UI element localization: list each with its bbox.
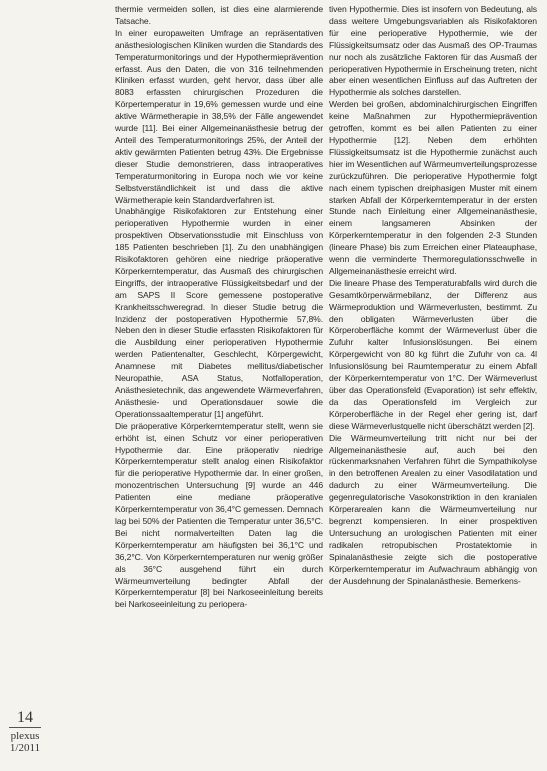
paragraph: thermie vermeiden sollen, ist dies eine alarmierende Tatsache.	[115, 4, 323, 26]
folio-divider	[9, 727, 41, 728]
paragraph: Die präoperative Körperkerntemperatur stellt, wenn sie erhöht ist, einen Schutz vor einer perioperativen Hypothermie dar. Eine präoperativ niedrige Körperkerntemperatur stellt analog einen Risikofaktor für die perioperative Hypothermie dar. In einer großen, monozentrischen Untersuchung [9] wurde an 446 Patienten eine mediane präoperative Körperkerntemperatur von 36,4°C gemessen. Demnach lag bei 50% der Patienten die Temperatur unter 36,5°C. Bei nicht normalverteilten Daten lag die Körperkerntemperatur am häufigsten bei 36,1°C und 36,2°C. Von Körperkerntemperaturen nur wenig größer als 36°C ausgehend führt ein durch Wärmeumverteilung bedingter Abfall der Körperkerntemperatur [8] bei Narkoseeinleitung bereits bei Narkoseeinleitung zu periopera-	[115, 420, 323, 610]
paragraph: Die Wärmeumverteilung tritt nicht nur bei der Allgemeinanästhesie auf, auch bei den rückenmarksnahen Verfahren führt die Sympathikolyse in den betroffenen Arealen zu einer Vasodilatation und dadurch zu einer Wärmeumverteilung. Die gegenregulatorische Vasokonstriktion in den kranialen Körperarealen kann die Wärmeumverteilung nur begrenzt kompensieren. In einer prospektiven Untersuchung an urologischen Patienten mit einer radikalen retropubischen Prostatektomie in Spinalanästhesie zeigte sich die postoperative Körperkerntemperatur im Aufwachraum abhängig von der Ausdehnung der Spinalanästhesie. Bemerkens-	[329, 432, 537, 586]
page-margin	[0, 0, 108, 771]
paragraph: Unabhängige Risikofaktoren zur Entstehung einer perioperativen Hypothermie wurden in einer prospektiven Observationsstudie mit Einschluss von 185 Patienten beschrieben [1]. Zu den unabhängigen Risikofaktoren gehören eine niedrige präoperative Körperkerntemperatur, das Ausmaß des chirurgischen Eingriffs, der intraoperative Flüssigkeitsbedarf und der am SAPS II Score gemessene postoperative Krankheitsschweregrad. In dieser Studie betrug die Inzidenz der postoperativen Hypothermie 57,8%. Neben den in dieser Studie erfassten Risikofaktoren für die Ausbildung einer perioperativen Hypothermie werden Patientenalter, Geschlecht, Körpergewicht, Anamnese mit Diabetes mellitus/diabetischer Neuropathie, ASA Status, Notfalloperation, Anästhesietechnik, das angewendete Wärmeverfahren, Anästhesie- und Operationsdauer sowie die Operationssaaltemperatur [1] angeführt.	[115, 206, 323, 419]
page-number: 14	[17, 709, 33, 726]
issue-number: 1/2011	[9, 742, 41, 754]
text-column-right	[329, 4, 537, 587]
text-column-left	[115, 4, 323, 611]
paragraph: Die lineare Phase des Temperaturabfalls wird durch die Gesamtkörperwärmebilanz, der Differenz aus Wärmeproduktion und Wärmeverlusten, bestimmt. Zu den obligaten Wärmeverlusten über die Körperoberfläche kommt der Wärmeverlust über die Zufuhr kalter Infusionslösungen. Bei einem Körpergewicht von 80 kg führt die Zufuhr von ca. 4l Infusionslösung bei Raumtemperatur zu einem Abfall der Körperkerntemperatur von 1°C. Der Wärmeverlust über das Operationsfeld (Evaporation) ist sehr effektiv, da das Operationsfeld im Vergleich zur Körperoberfläche in der Regel eher gering ist, darf diese Wärmeverlustquelle nicht überschätzt werden [2].	[329, 277, 537, 431]
paragraph: tiven Hypothermie. Dies ist insofern von Bedeutung, als dass weitere Umgebungsvariablen als Risikofaktoren für eine perioperative Hypothermie, wie der Flüssigkeitsumsatz oder das Ausmaß des OP-Traumas nur noch als zusätzliche Faktoren für das Ausmaß der perioperativen Hypothermie in Erscheinung treten, nicht aber einen wesentlichen Einfluss auf das Auftreten der Hypothermie als solches darstellen.	[329, 4, 537, 98]
magazine-name: plexus	[10, 730, 40, 742]
paragraph: Werden bei großen, abdominalchirurgischen Eingriffen keine Maßnahmen zur Hypothermieprävention getroffen, kommt es bei allen Patienten zu einer Hypothermie [12]. Neben dem erhöhten Flüssigkeitsumsatz ist die Hypothermie zunächst auch hier im Wesentlichen auf Wärmeumverteilungsprozesse zurückzuführen. Die perioperative Hypothermie folgt nach einem typischen dreiphasigen Muster mit einem starken Abfall der Körperkerntemperatur in der ersten Stunde nach Einleitung einer Allgemeinanästhesie, einem langsameren Absinken der Körperkerntemperatur in den folgenden 2-3 Stunden (lineare Phase) bis zum Erreichen einer Plateauphase, wenn die verminderte Thermoregulationsschwelle in Allgemeinanästhesie erreicht wird.	[329, 99, 537, 276]
paragraph: In einer europaweiten Umfrage an repräsentativen anästhesiologischen Kliniken wurden die Standards des Temperaturmonitorings und der Hypothermieprävention erfasst. Aus den Daten, die von 316 teilnehmenden Kliniken erfasst wurden, geht hervor, dass über alle 8083 erfassten chirurgischen Prozeduren die Körpertemperatur in 19,6% gemessen wurde und eine aktive Wärmetherapie in 38,5% der Fälle angewendet wurde [11]. Bei einer Allgemeinanästhesie betrug der Anteil des Temperaturmonitorings 25%, der Anteil der aktiv gewärmten Patienten betrug 43%. Die Ergebnisse dieser Studie demonstrieren, dass intraoperatives Temperaturmonitoring in Europa noch wie vor keine Selbstverständlichkeit ist und dass die aktive Wärmetherapie kein Standardverfahren ist.	[115, 27, 323, 205]
